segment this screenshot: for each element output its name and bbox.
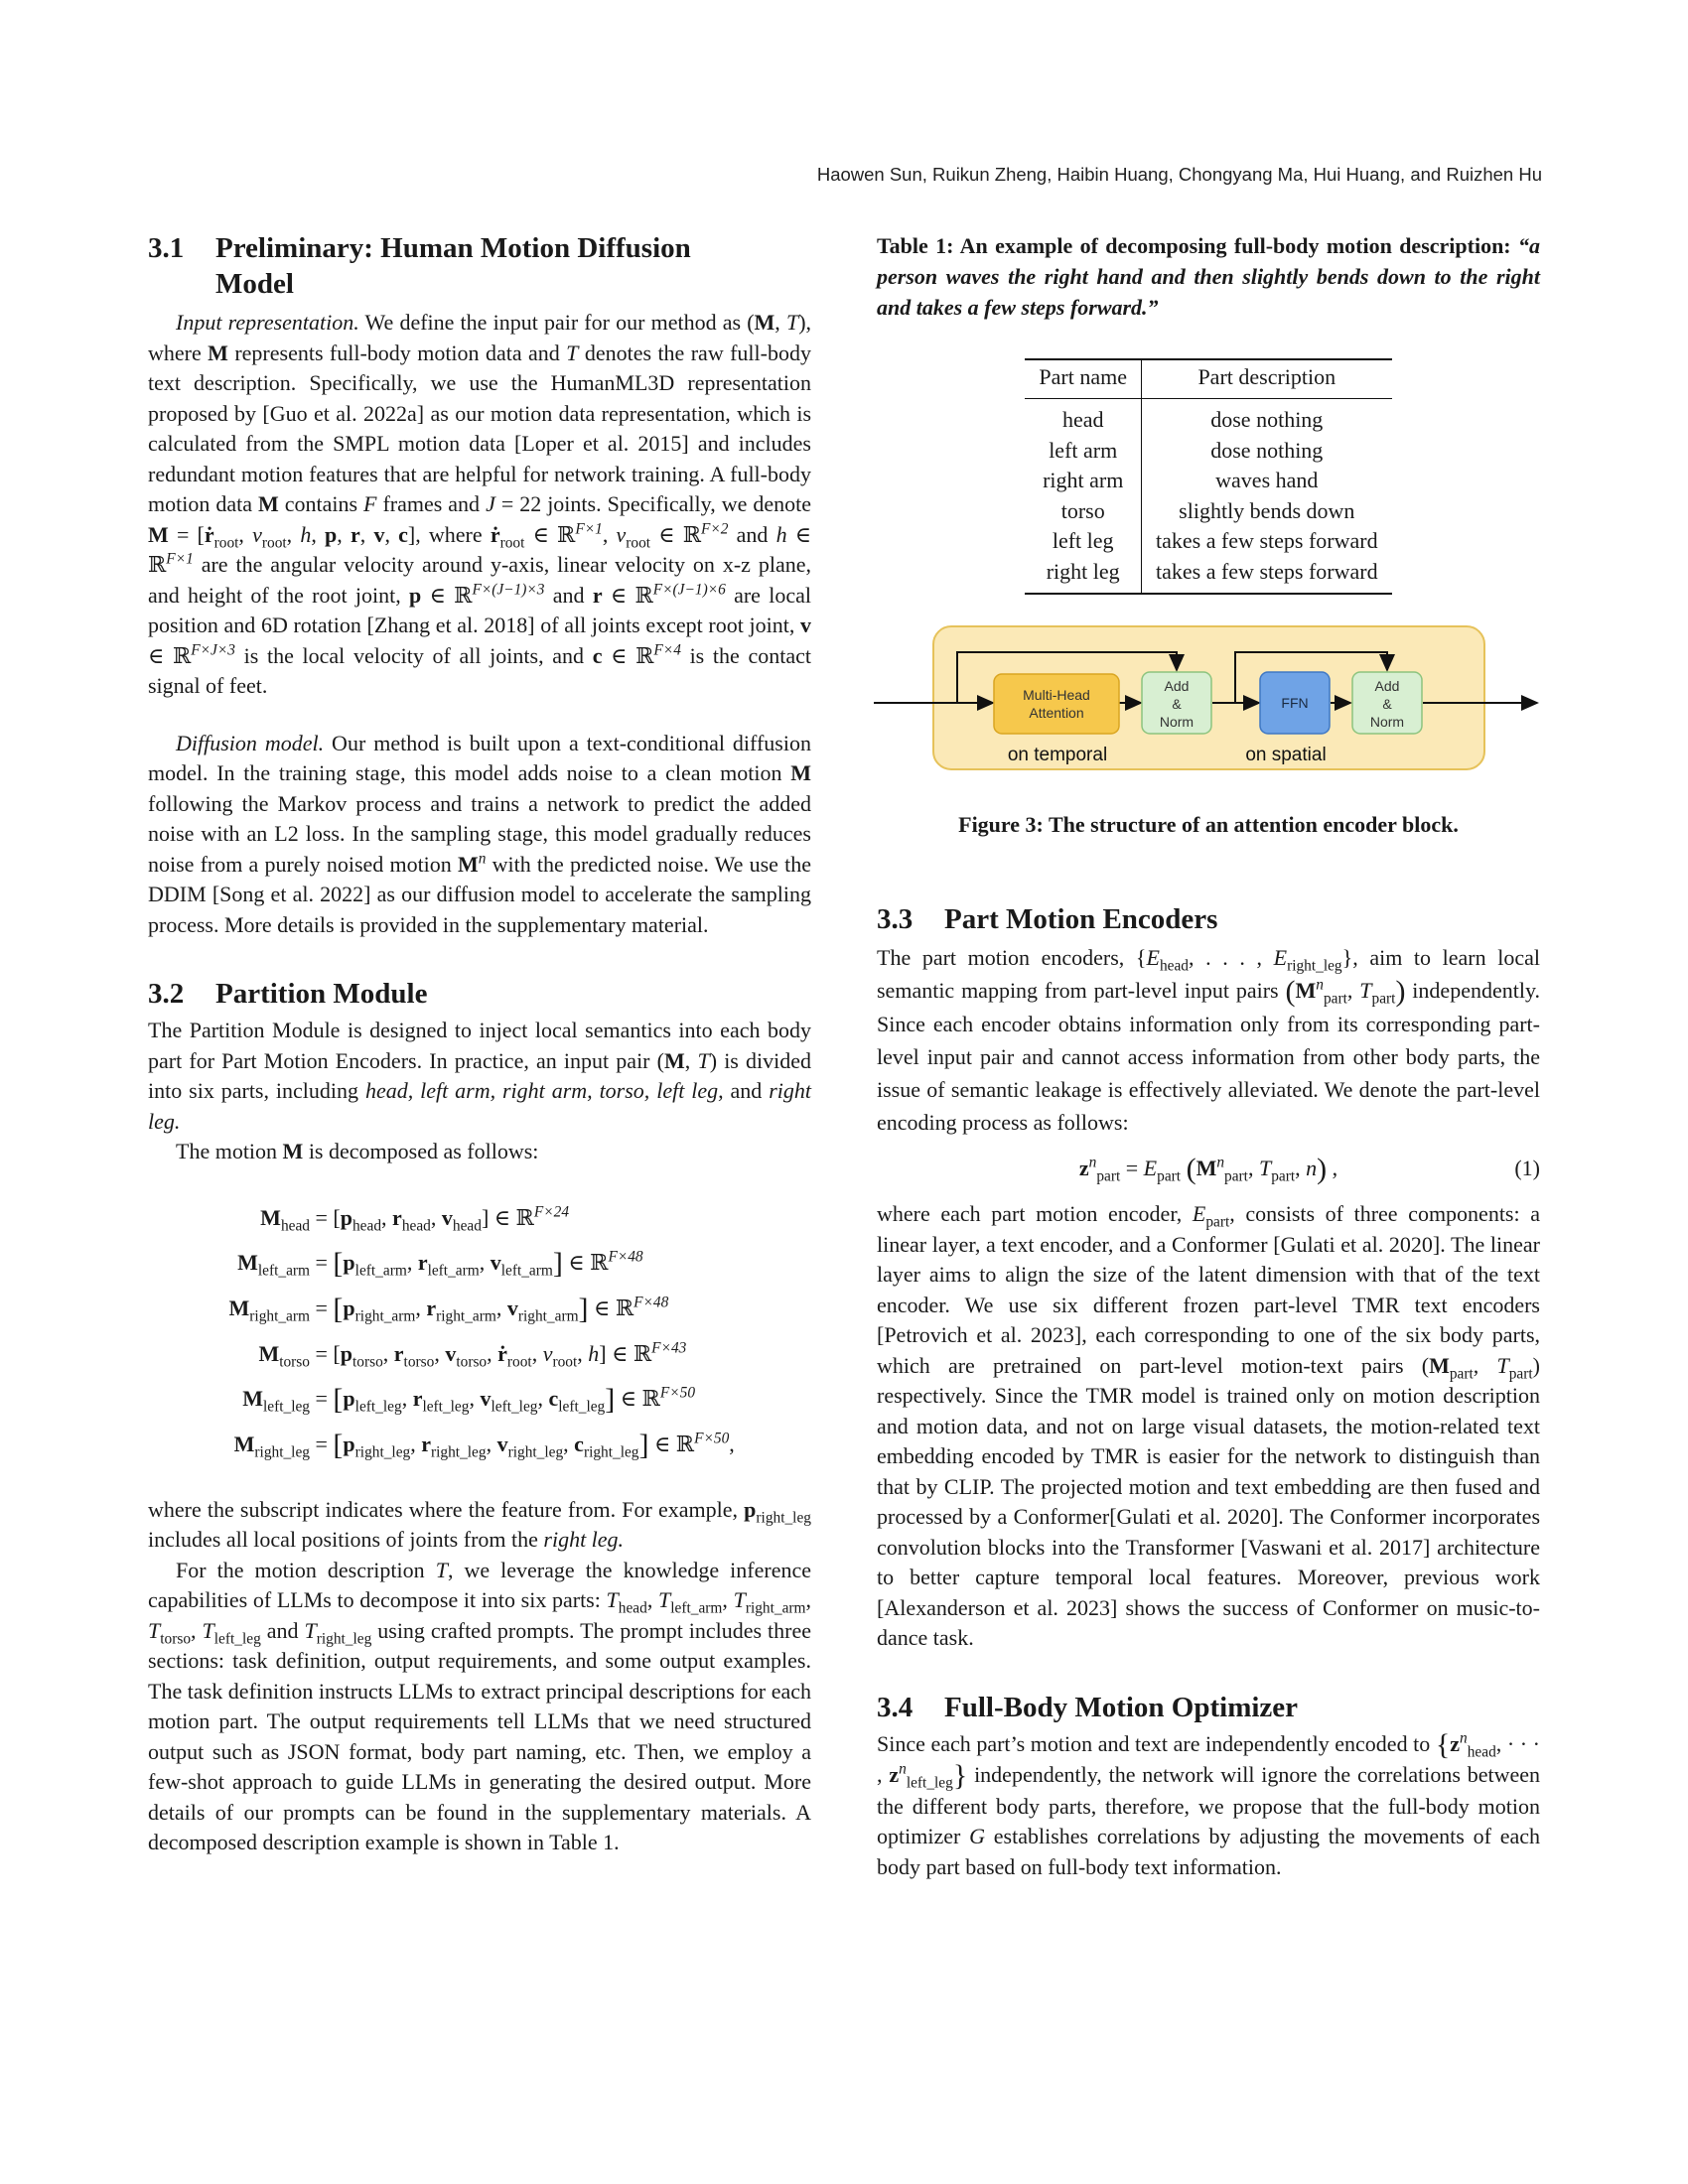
- table-row: torso slightly bends down: [1025, 496, 1391, 527]
- optimizer-paragraph: Since each part’s motion and text are independently encoded to {$z^n_{head}$, · · · , $z^n_{left\_leg}$} independently, the network will ignore the correlations between the different body parts, therefore, we propose that the full-body motion optimizer G establishes correlations by adjusting the movements of each body part based on full-body text information.: [877, 1727, 1541, 1879]
- svg-text:&: &: [1382, 696, 1392, 712]
- section-3-1-heading: 3.1 Preliminary: Human Motion Diffusion Model: [148, 232, 691, 300]
- table-row: left arm dose nothing: [1025, 436, 1391, 467]
- svg-text:Attention: Attention: [1029, 705, 1084, 721]
- input-representation-paragraph: Input representation. We define the input pair for our method as (M, T), where M represents full-body motion data and T denotes the raw full-body text description. Specifically, we use the HumanML3D representation proposed by [Guo et al. 2022a] as our motion data representation, which is calculated from the SMPL motion data [Loper et al. 2015] and includes redundant motion features that are helpful for network training. A full-body motion data M contains F frames and J = 22 joints. Specifically, we denote M = [ṙ$_{root}$, $v_{root}$, h, p, r, v, c], where ṙ$_{root}$ ∈ ℝ$^{F\times 1}$, $v_{root}$ ∈ ℝ$^{F\times 2}$ and h ∈ ℝ$^{F\times 1}$ are the angular velocity around y-axis, linear velocity on x-z plane, and height of the root joint, p ∈ ℝ$^{F\times(J-1)\times 3}$ and r ∈ ℝ$^{F\times(J-1)\times 6}$ are local position and 6D rotation [Zhang et al. 2018] of all joints except root joint, v ∈ ℝ$^{F\times J\times 3}$ is the local velocity of all joints, and c ∈ ℝ$^{F\times 4}$ is the contact signal of feet.: [148, 310, 812, 698]
- motion-decomposition-equations: $M_{head} = [p_{head}$, $r_{head}$, $v_{head}$] ∈ ℝ$^{F\times 24}$ $M_{left\_arm} = [p_{left\_arm}$, $r_{left\_arm}$, $v_{left\_arm}$] ∈ ℝ$^{F\times 48}$ $M_{right\_arm} = [p_{right\_arm}$, $r_{right\_arm}$, $v_{right\_arm}$] ∈ ℝ$^{F\times 48}$ $M_{torso} = [p_{torso}$, $r_{torso}$, $v_{torso}$, ṙ$_{root}$, $v_{root}$, h] ∈ ℝ$^{F\times 43}$ $M_{left\_leg} = [p_{left\_leg}$, $r_{left\_leg}$, $v_{left\_leg}$, $c_{left\_leg}$] ∈ ℝ$^{F\times 50}$ $M_{right\_leg} = [p_{right\_leg}$, $r_{right\_leg}$, $v_{right\_leg}$, $c_{right\_leg}$] ∈ ℝ$^{F\times 50}$,: [228, 1203, 735, 1461]
- svg-text:Add: Add: [1374, 678, 1400, 694]
- right-column: [877, 230, 1540, 1882]
- equation-number: (1): [1514, 1156, 1540, 1180]
- table-header-part-name: Part name: [1025, 359, 1141, 399]
- svg-text:Norm: Norm: [1369, 714, 1405, 730]
- svg-text:FFN: FFN: [1281, 695, 1309, 711]
- svg-text:on temporal: on temporal: [1007, 745, 1108, 765]
- equation-1: $z^n_{part} = E_{part}$ ($M^n_{part}$, $T_{part}$, n) , (1): [877, 1149, 1540, 1189]
- svg-text:Add: Add: [1164, 678, 1190, 694]
- table-1: [1025, 358, 1391, 595]
- svg-text:Norm: Norm: [1159, 714, 1195, 730]
- subscript-paragraph: where the subscript indicates where the feature from. For example, $p_{right\_leg}$ includes all local positions of joints from the right leg.: [148, 1496, 811, 1552]
- figure-3-diagram: [874, 624, 1540, 778]
- table-1-caption: Table 1: An example of decomposing full-body motion description: “a person waves the right hand and then slightly bends down to the right and takes a few steps forward.”: [877, 233, 1540, 320]
- section-3-3-heading: 3.3 Part Motion Encoders: [877, 903, 1218, 935]
- table-header-part-description: Part description: [1142, 359, 1392, 399]
- section-3-2-heading: 3.2 Partition Module: [148, 978, 428, 1010]
- encoder-details-paragraph: where each part motion encoder, $E_{part}$, consists of three components: a linear layer, a text encoder, and a Conformer [Gulati et al. 2020]. The linear layer aims to align the size of the latent dimension with that of the text encoder. We use six different frozen part-level TMR text encoders [Petrovich et al. 2023], each corresponding to one of the six body parts, which are pretrained on part-level motion-text pairs ($M_{part}$, $T_{part}$) respectively. Since the TMR model is trained only on motion description and motion data, and not on large visual datasets, the motion-related text embedding encoded by TMR is easier for the network to distinguish than that by CLIP. The projected motion and text embedding are then fused and processed by a Conformer[Gulati et al. 2020]. The Conformer incorporates convolution blocks into the Transformer [Vaswani et al. 2017] architecture to better capture temporal local features. Moreover, previous work [Alexanderson et al. 2023] shows the success of Conformer on music-to-dance task.: [877, 1201, 1540, 1650]
- part-motion-encoders-paragraph: The part motion encoders, {$E_{head}$, . . . , $E_{right\_leg}$}, aim to learn local semantic mapping from part-level input pairs ($M^n_{part}$, $T_{part}$) independently. Since each encoder obtains information only from its corresponding part-level input pair and cannot access information from other body parts, the issue of semantic leakage is effectively alleviated. We denote the part-level encoding process as follows:: [877, 945, 1541, 1135]
- figure-3-caption: Figure 3: The structure of an attention encoder block.: [958, 812, 1459, 837]
- left-column: [148, 230, 811, 1858]
- llm-decomposition-paragraph: For the motion description T, we leverage the knowledge inference capabilities of LLMs to decompose it into six parts: $T_{head}$, $T_{left\_arm}$, $T_{right\_arm}$, $T_{torso}$, $T_{left\_leg}$ and $T_{right\_leg}$ using crafted prompts. The prompt includes three sections: task definition, output requirements, and some output examples. The task definition instructs LLMs to extract principal descriptions for each motion part. The output requirements tell LLMs that we need structured output such as JSON format, body part naming, etc. Then, we employ a few-shot approach to guide LLMs in generating the desired output. More details of our prompts can be found in the supplementary materials. A decomposed description example is shown in Table 1.: [148, 1557, 812, 1854]
- decomposition-lead-paragraph: The motion M is decomposed as follows:: [176, 1139, 539, 1163]
- svg-text:Multi-Head: Multi-Head: [1023, 687, 1090, 703]
- table-row: right leg takes a few steps forward: [1025, 557, 1391, 595]
- section-3-4-heading: 3.4 Full-Body Motion Optimizer: [877, 1691, 1299, 1723]
- table-row: head dose nothing: [1025, 399, 1391, 436]
- diffusion-model-paragraph: Diffusion model. Our method is built upon a text-conditional diffusion model. In the training stage, this model adds noise to a clean motion M following the Markov process and trains a network to predict the added noise with an L2 loss. In the sampling stage, this model gradually reduces noise from a purely noised motion $M^n$ with the predicted noise. We use the DDIM [Song et al. 2022] as our diffusion model to accelerate the sampling process. More details is provided in the supplementary material.: [148, 730, 811, 937]
- multi-head-attention-block: [994, 674, 1119, 734]
- svg-text:on spatial: on spatial: [1245, 745, 1327, 765]
- svg-text:&: &: [1172, 696, 1182, 712]
- partition-intro-paragraph: The Partition Module is designed to inject local semantics into each body part for Part Motion Encoders. In practice, an input pair (M, T) is divided into six parts, including head, left arm, right arm, torso, left leg, and right leg.: [148, 1018, 812, 1134]
- table-row: right arm waves hand: [1025, 466, 1391, 496]
- table-row: left leg takes a few steps forward: [1025, 526, 1391, 557]
- running-header: Haowen Sun, Ruikun Zheng, Haibin Huang, Chongyang Ma, Hui Huang, and Ruizhen Hu: [816, 164, 1542, 185]
